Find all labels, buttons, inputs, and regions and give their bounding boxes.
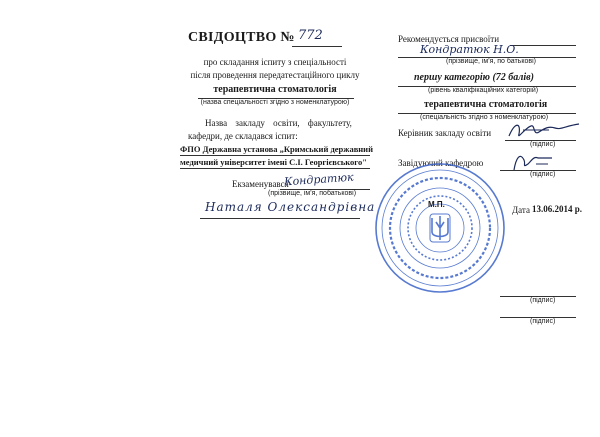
dept-signature-icon (508, 150, 558, 174)
dept-label-text: Завідуючий кафедрою (398, 158, 484, 168)
sign-caption-3-text: (підпис) (530, 297, 556, 304)
right-specialty-text: терапевтична стоматологія (424, 99, 548, 110)
left-specialty-caption-text: (назва спеціальності згідно з номенклатурою) (200, 99, 350, 106)
institution-underline-1 (180, 155, 370, 156)
institution-intro-2-text: кафедри, де складався іспит: (188, 131, 298, 141)
head-signature-icon (505, 118, 583, 144)
institution-line-1 (180, 144, 373, 154)
category-line (414, 72, 534, 83)
date-label (512, 205, 530, 215)
examinee-name-text: Наталя Олександрівна (205, 200, 376, 214)
date-value (532, 204, 582, 214)
date-value-text: 13.06.2014 р. (532, 204, 583, 214)
head-label-text: Керівник закладу освіти (398, 128, 492, 138)
head-sign-caption-text: (підпис) (530, 141, 556, 148)
recommended-label-text: Рекомендується присвоїти (398, 34, 500, 44)
category-caption-text: (рівень кваліфікаційних категорій) (428, 87, 539, 94)
right-specialty (424, 99, 547, 110)
institution-intro-1-text: Назва закладу освіти, факультету, (205, 118, 352, 128)
examinee-name (205, 200, 375, 214)
examinee-name-underline (200, 218, 360, 219)
examinee-surname-text: Кондратюк (283, 170, 355, 189)
stamp-mark (428, 200, 445, 209)
exam-line-2 (180, 70, 370, 80)
right-specialty-caption-text: (спеціальність згідно з номенклатурою) (420, 114, 549, 121)
number-text: 772 (298, 28, 323, 43)
dept-sign-caption-text: (підпис) (530, 171, 556, 178)
institution-line-2-text: медичний університет імені С.І. Георгієвського" (180, 157, 367, 167)
left-specialty-caption (180, 99, 370, 106)
exam-line-1-text: про складання іспиту з спеціальності (203, 57, 347, 67)
examinee-caption-text: (прізвище, ім'я, побатькові) (268, 190, 357, 197)
recommended-name (420, 43, 519, 56)
recommended-underline (510, 45, 576, 46)
exam-line-1 (180, 57, 370, 67)
left-specialty-text: терапевтична стоматологія (213, 84, 337, 95)
name-caption-text: (прізвище, ім'я, по батькові) (446, 58, 536, 65)
number-underline (292, 46, 342, 47)
sign-caption-4 (530, 318, 555, 325)
category-text: першу категорію (72 балів) (414, 72, 534, 83)
institution-underline-2 (180, 168, 370, 169)
sign-caption-3 (530, 297, 555, 304)
examinee-label-text: Екзаменувався (232, 179, 289, 189)
recommended-name-text: Кондратюк Н.О. (420, 43, 519, 56)
left-specialty (180, 84, 370, 95)
exam-line-2-text: після проведення передатестаційного циклу (190, 70, 360, 80)
institution-line-2 (180, 157, 367, 167)
certificate-title (188, 30, 295, 46)
institution-intro-1 (205, 118, 352, 128)
date-label-text: Дата (512, 205, 530, 215)
institution-line-1-text: ФПО Державна установа „Кримський державний (180, 144, 373, 154)
institution-intro-2 (188, 131, 298, 141)
title-text: СВІДОЦТВО № (188, 30, 295, 45)
head-label (398, 128, 491, 138)
examinee-surname (284, 171, 354, 189)
sign-caption-4-text: (підпис) (530, 318, 556, 325)
examinee-caption (268, 190, 356, 197)
official-stamp-icon (372, 160, 508, 296)
category-caption (428, 87, 538, 94)
certificate-number (298, 28, 323, 43)
examinee-label (232, 179, 289, 189)
name-caption (446, 58, 536, 65)
stamp-mark-text: М.П. (428, 200, 445, 209)
